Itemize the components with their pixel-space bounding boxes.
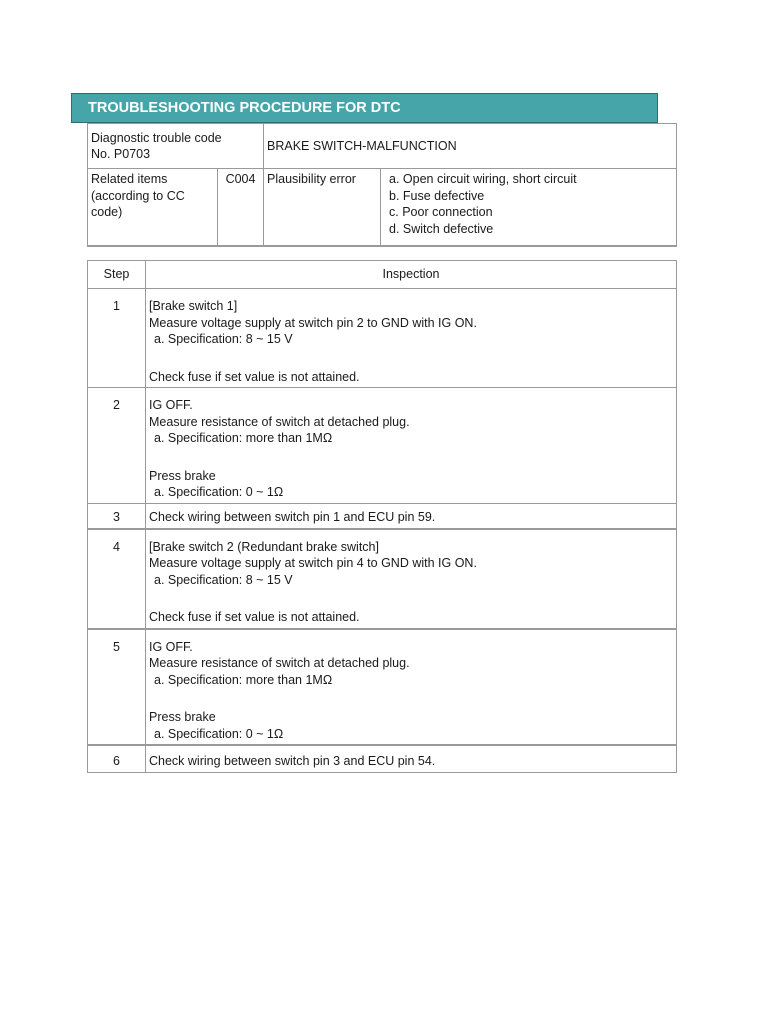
dtc-info-table	[87, 123, 677, 247]
spacer	[149, 447, 673, 468]
step-number: 1	[88, 289, 146, 388]
specification-line: a. Specification: more than 1MΩ	[154, 431, 333, 445]
dtc-code-number: No. P0703	[91, 147, 151, 161]
possible-causes-cell	[381, 169, 677, 247]
step-number: 5	[88, 629, 146, 746]
inspection-line: Check fuse if set value is not attained.	[149, 610, 360, 624]
spacer	[149, 348, 673, 369]
step-number: 3	[88, 503, 146, 529]
procedure-title-banner: TROUBLESHOOTING PROCEDURE FOR DTC	[71, 93, 658, 123]
specification-line: a. Specification: 0 ~ 1Ω	[154, 485, 284, 499]
step-number: 4	[88, 529, 146, 629]
step-row-1	[88, 289, 677, 388]
related-items-label: code)	[91, 205, 123, 219]
step-row-3	[88, 503, 677, 529]
step-row-5	[88, 629, 677, 746]
cause-item: d. Switch defective	[389, 221, 494, 236]
specification-line: a. Specification: 8 ~ 15 V	[154, 332, 293, 346]
inspection-line: Measure voltage supply at switch pin 4 to GND with IG ON.	[149, 556, 477, 570]
inspection-line: IG OFF.	[149, 398, 193, 412]
error-type: Plausibility error	[264, 169, 381, 247]
dtc-description: BRAKE SWITCH-MALFUNCTION	[264, 124, 677, 169]
related-items-label: Related items	[91, 172, 168, 186]
cause-item: b. Fuse defective	[389, 188, 485, 203]
inspection-line: Check fuse if set value is not attained.	[149, 369, 360, 384]
dtc-code-row	[88, 124, 677, 169]
related-items-row	[88, 169, 677, 247]
column-header-inspection: Inspection	[146, 261, 677, 289]
inspection-line: [Brake switch 1]	[149, 299, 238, 313]
inspection-text	[146, 745, 677, 773]
cause-item: c. Poor connection	[389, 205, 493, 219]
inspection-line: Measure resistance of switch at detached plug.	[149, 656, 410, 670]
step-row-4	[88, 529, 677, 629]
step-row-2	[88, 388, 677, 504]
inspection-line: [Brake switch 2 (Redundant brake switch]	[149, 539, 379, 554]
inspection-text	[146, 529, 677, 629]
related-items-label-cell	[88, 169, 218, 247]
specification-line: a. Specification: 8 ~ 15 V	[154, 572, 293, 587]
cause-item: a. Open circuit wiring, short circuit	[389, 172, 577, 186]
spacer	[149, 688, 673, 709]
step-row-6	[88, 745, 677, 773]
dtc-code-label: Diagnostic trouble code	[91, 130, 222, 145]
dtc-code-label-cell	[88, 124, 264, 169]
inspection-line: Press brake	[149, 468, 216, 483]
inspection-text	[146, 289, 677, 388]
step-number: 2	[88, 388, 146, 504]
inspection-text	[146, 388, 677, 504]
inspection-line: Press brake	[149, 710, 216, 724]
specification-line: a. Specification: more than 1MΩ	[154, 672, 333, 687]
spacer	[149, 588, 673, 609]
related-items-label: (according to CC	[91, 188, 185, 203]
inspection-line: Check wiring between switch pin 1 and ECU pin 59.	[149, 509, 436, 524]
inspection-text	[146, 503, 677, 529]
inspection-procedure-table	[87, 260, 677, 773]
cc-code: C004	[218, 169, 264, 247]
inspection-text	[146, 629, 677, 746]
column-header-step: Step	[88, 261, 146, 289]
inspection-line: Measure voltage supply at switch pin 2 to GND with IG ON.	[149, 315, 477, 330]
table-header-row	[88, 261, 677, 289]
inspection-line: IG OFF.	[149, 639, 193, 654]
step-number: 6	[88, 745, 146, 773]
inspection-line: Measure resistance of switch at detached plug.	[149, 414, 410, 429]
inspection-line: Check wiring between switch pin 3 and ECU pin 54.	[149, 754, 436, 768]
specification-line: a. Specification: 0 ~ 1Ω	[154, 726, 284, 741]
